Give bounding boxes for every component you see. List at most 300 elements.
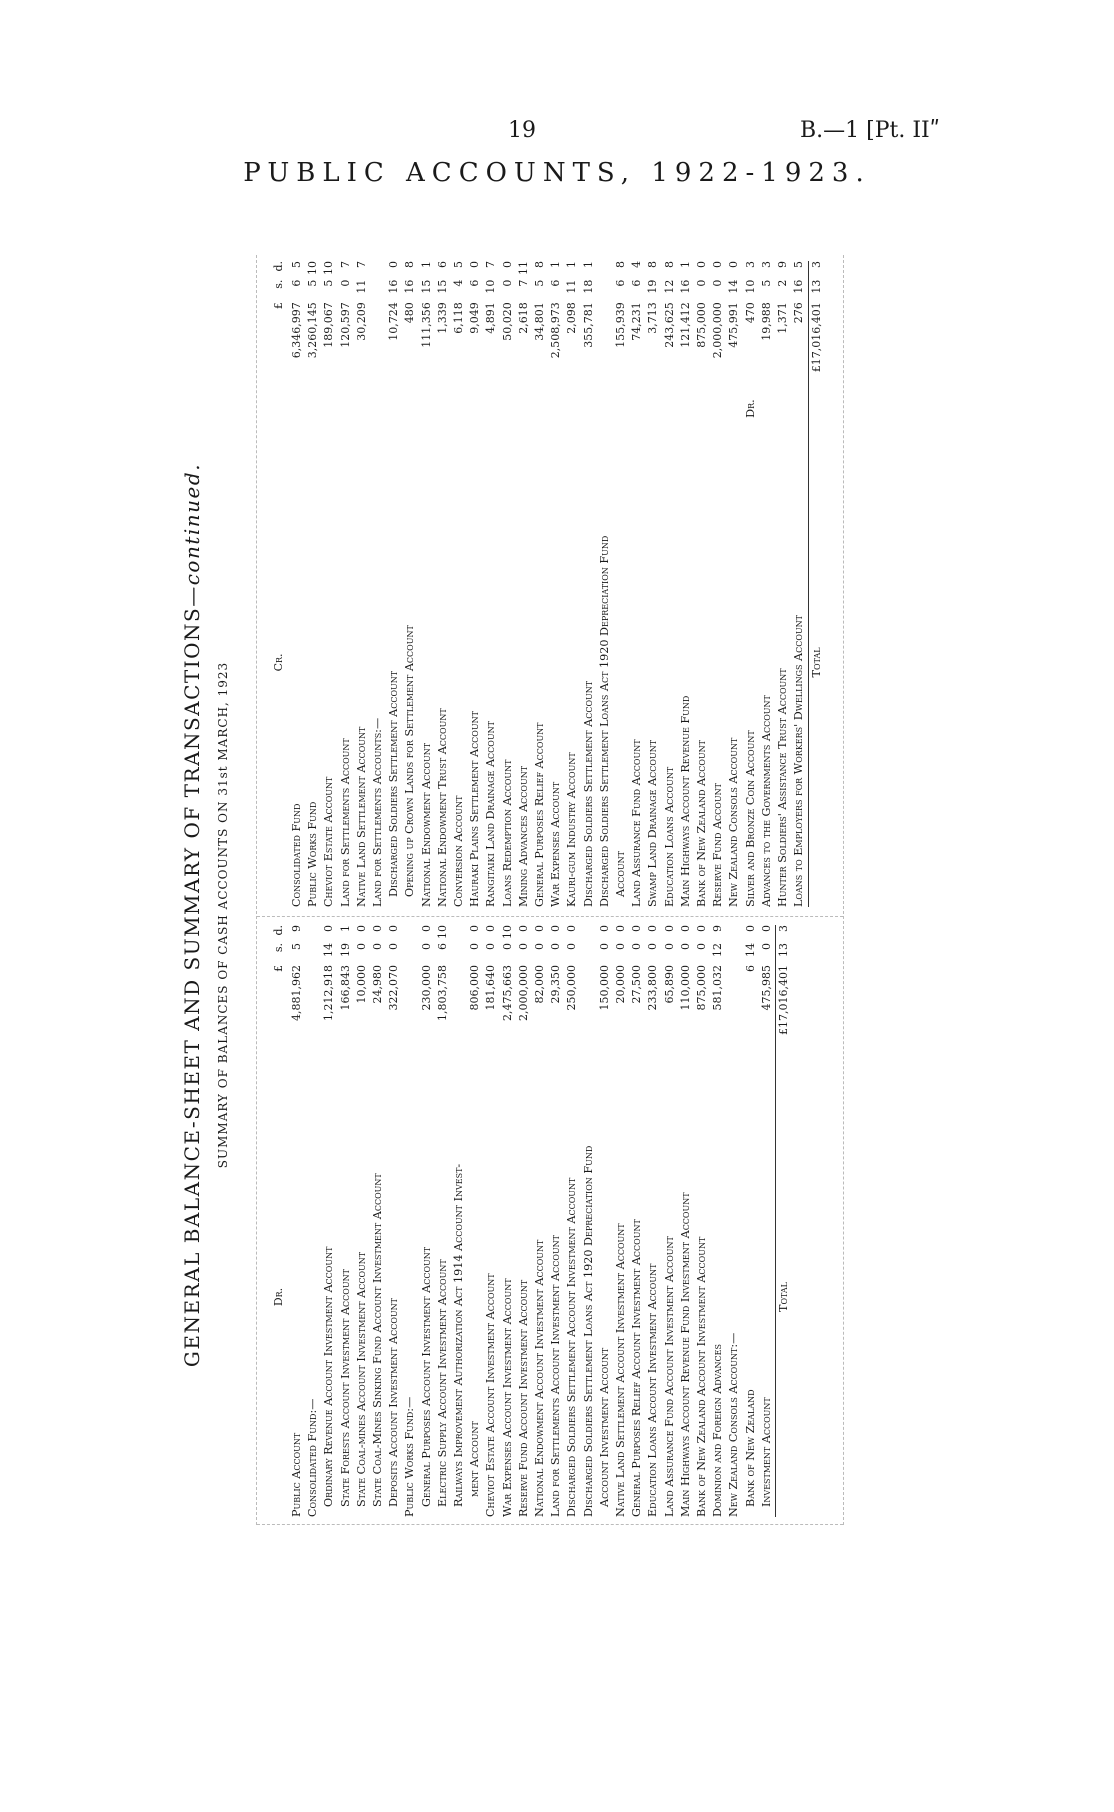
shillings-value: 0 [387,943,401,950]
pence-value: 11 [516,261,530,275]
shillings-value: 5 [533,279,547,287]
account-label: Hunter Soldiers' Assistance Trust Account [776,668,790,907]
pounds-value: 121,412 [678,302,692,348]
account-label: Bank of New Zealand Account Investment Account [695,1236,709,1517]
account-label: Main Highways Account Revenue Fund Investment Account [678,1192,692,1517]
pence-value: 0 [614,925,628,932]
shillings-value: 0 [678,943,692,950]
account-row [694,261,710,907]
account-label: Public Works Fund [306,801,320,907]
shillings-value: 15 [435,279,449,294]
shillings-value: 0 [597,943,611,950]
statement-subtitle: SUMMARY OF BALANCES OF CASH ACCOUNTS ON 31st MARCH, 1923 [216,661,230,1169]
pounds-value [597,302,613,395]
account-label: Discharged Soldiers Settlement Account [387,670,401,897]
pence-value: 0 [646,925,660,932]
pence-value: 8 [614,261,628,268]
account-row [483,261,499,907]
pounds-value: 2,618 [516,302,530,334]
pounds-value [726,965,742,1077]
pounds-value: 230,000 [419,965,433,1011]
account-row [678,925,694,1517]
shillings-value [370,280,386,303]
pounds-value: 10,724 [387,302,401,341]
account-row [726,925,742,1517]
balance-prefix [483,395,499,418]
account-label: State Coal-mines Account Investment Account [354,1251,368,1507]
shillings-value: 0 [565,943,579,950]
account-row [338,261,354,907]
balance-prefix [289,395,305,418]
account-row [305,261,321,907]
statement-title-continued: —continued. [180,462,204,607]
account-row [564,925,580,1517]
account-label: Swamp Land Drainage Account [646,739,660,907]
shillings-value: 0 [500,279,514,287]
balance-prefix [564,395,580,418]
shillings-value: 4 [452,279,466,287]
account-label: Kauri-gum Industry Account [565,752,579,907]
pound-sign: £ [272,965,285,972]
pounds-value: 3,260,145 [306,302,320,359]
debit-column-label: Dr. [272,1287,285,1307]
shillings-value: 0 [484,943,498,950]
account-row [451,925,467,1517]
balance-prefix [678,395,694,418]
pounds-value: 2,475,663 [500,965,514,1021]
pounds-value: 82,000 [533,965,547,1004]
account-row [645,925,661,1517]
account-label: Railways Improvement Authorization Act 1914 Account Invest- [452,1163,466,1507]
shillings-value: 11 [354,279,368,294]
pence-value [726,925,742,943]
balance-prefix [581,395,597,418]
pounds-value: 3,713 [646,302,660,334]
pence-value: 0 [500,261,514,268]
pence-value: 9 [711,925,725,932]
pence-value: 0 [354,925,368,932]
account-label: Bank of New Zealand [743,1389,757,1507]
pounds-value: 20,000 [614,965,628,1004]
shillings-value: 0 [516,943,530,950]
shillings-value: 0 [711,279,725,287]
pence-value: 1 [549,261,563,268]
account-row [386,261,402,907]
shilling-sign: s. [272,943,285,953]
balance-prefix [597,395,613,418]
account-row [775,261,791,907]
account-label: General Purposes Account Investment Account [419,1246,433,1507]
pence-value: 0 [662,925,676,932]
balance-prefix [338,395,354,418]
account-row [759,925,776,1517]
pence-value: 3 [743,261,757,268]
account-label: State Forests Account Investment Account [338,1269,352,1507]
pounds-value: 2,000,000 [516,965,530,1021]
account-row [435,925,451,1517]
pounds-value: 1,339 [435,302,449,334]
pence-value: 0 [322,925,336,932]
account-label: Advances to the Governments Account [759,695,773,907]
pence-value: 8 [533,261,547,268]
account-row [354,261,370,907]
pence-value: 1 [419,261,433,268]
center-divider [257,915,843,917]
pence-value: 7 [484,261,498,268]
shillings-value: 0 [630,943,644,950]
balance-prefix [694,395,710,418]
account-label: Investment Account [759,1397,773,1507]
pence-sign: d. [272,925,285,936]
pence-value: 0 [387,261,401,268]
pence-value: 8 [662,261,676,268]
account-row [726,261,742,907]
account-row [500,261,516,907]
pence-value: 1 [565,261,579,268]
pence-value [305,925,321,943]
account-label: New Zealand Consols Account:— [727,1332,741,1517]
account-row [662,925,678,1517]
pence-value: 5 [452,261,466,268]
pounds-value [305,965,321,1077]
account-row [581,925,597,1517]
pence-value: 0 [711,261,725,268]
account-label: Discharged Soldiers Settlement Loans Act 1920 Depreciation Fund [581,1145,595,1517]
shillings-value: 12 [662,279,676,294]
account-row [613,925,629,1517]
credit-prefix-header [271,395,289,418]
account-row [581,261,597,907]
pence-value: 9 [776,261,790,268]
pence-value: 10 [306,261,320,275]
account-row [419,261,435,907]
account-row [629,925,645,1517]
account-row [532,261,548,907]
account-row [451,261,467,907]
pounds-value: 74,231 [630,302,644,341]
pence-value: 1 [678,261,692,268]
shillings-value: 7 [516,279,530,287]
account-label: Main Highways Account Revenue Fund [678,695,692,907]
pounds-value [402,965,418,1077]
pence-value: 0 [678,925,692,932]
total-pounds: £17,016,401 [808,302,832,395]
account-row [710,925,726,1517]
rotated-statement [180,245,850,1585]
shillings-value: 6 [468,279,482,287]
account-row [516,925,532,1517]
shillings-value: 14 [322,943,336,957]
balance-prefix [613,395,629,418]
shillings-value: 6 [290,279,303,287]
shillings-value: 19 [646,279,660,294]
pence-value: 0 [727,261,741,268]
shillings-value: 12 [711,943,725,957]
pence-value: 0 [743,925,757,932]
balance-prefix [532,395,548,418]
account-label: Native Land Settlement Account [354,726,368,907]
account-label: Rangitaiki Land Drainage Account [484,721,498,907]
shillings-value: 6 [549,279,563,287]
pence-value: 0 [630,925,644,932]
pounds-value: 65,890 [662,965,676,1004]
balance-prefix [759,395,775,418]
pounds-value: 1,212,918 [322,965,336,1021]
balance-prefix [305,395,321,418]
pounds-value: 806,000 [468,965,482,1011]
credit-header-row [271,261,289,907]
account-label: Land Assurance Fund Account [630,739,644,907]
publication-title: PUBLIC ACCOUNTS, 1922-1923. [243,158,871,188]
account-label: Public Account [290,1432,303,1517]
balance-prefix [710,395,726,418]
account-row [467,925,483,1517]
shillings-value: 16 [678,279,692,294]
pence-value: 0 [597,925,611,932]
pounds-value: 6,118 [452,302,466,334]
balance-prefix [435,395,451,418]
account-label: Discharged Soldiers Settlement Account [581,680,595,907]
account-label: National Endowment Account [419,742,433,907]
pence-value [597,261,613,280]
pounds-value: 166,843 [338,965,352,1011]
pence-value: 0 [695,925,709,932]
pounds-value: 9,049 [468,302,482,334]
shillings-value: 6 [614,279,628,287]
balance-prefix [791,395,808,418]
account-label: ment Account [468,1421,482,1497]
account-label: Consolidated Fund [290,803,303,907]
account-row [710,261,726,907]
statement-title [180,245,204,1585]
pounds-value: 875,000 [695,302,709,348]
pounds-value: 475,991 [727,302,741,348]
balance-prefix [516,395,532,418]
account-row [629,261,645,907]
frame-left-rule [257,1523,843,1525]
shillings-value: 0 [549,943,563,950]
shillings-value: 0 [695,279,709,287]
balance-prefix: Dr. [743,399,757,418]
pounds-value [370,302,386,395]
balance-prefix [370,395,386,418]
pence-value: 0 [468,925,482,932]
pence-value: 4 [630,261,644,268]
account-label: Electric Supply Account Investment Account [435,1259,449,1507]
balance-prefix [467,395,483,418]
total-pence: 3 [808,261,832,280]
balance-prefix [354,395,370,418]
account-label: Discharged Soldiers Settlement Loans Act 1920 Depreciation Fund [597,535,611,907]
shillings-value: 0 [468,943,482,950]
account-label: Conversion Account [452,795,466,907]
pounds-value: 6 [743,965,757,972]
pence-value [370,261,386,280]
account-row [597,925,613,1517]
shillings-value: 10 [484,279,498,294]
account-row [759,261,775,907]
pence-value: 8 [646,261,660,268]
account-row [370,925,386,1517]
pence-value: 0 [468,261,482,268]
pounds-value: 2,098 [565,302,579,334]
pound-sign: £ [272,302,285,310]
pence-value: 6 [435,261,449,268]
account-row [548,261,564,907]
shillings-value [597,280,613,303]
total-pence: 3 [776,925,800,943]
shillings-value: 6 [630,279,644,287]
pence-value: 1 [581,261,595,268]
total-prefix [808,395,832,418]
pence-value: 0 [533,925,547,932]
account-row [645,261,661,907]
pence-value: 10 [500,925,514,939]
pence-value: 0 [387,925,401,932]
account-row [435,261,451,907]
account-row [662,261,678,907]
balance-prefix [419,395,435,418]
account-row [516,261,532,907]
shillings-value: 14 [743,943,757,957]
account-label: General Purposes Relief Account Investment Account [630,1219,644,1517]
pounds-value: 2,508,973 [549,302,563,359]
shillings-value: 14 [727,279,741,294]
account-label: Public Works Fund:— [403,1396,417,1517]
pence-value: 1 [338,925,352,932]
pounds-value [451,965,467,1077]
balance-prefix [386,395,402,418]
account-row [743,925,759,1517]
shillings-value: 0 [646,943,660,950]
shillings-value: 5 [759,279,773,287]
balance-prefix [645,395,661,418]
pounds-value: 4,891 [484,302,498,334]
pounds-value: 150,000 [597,965,611,1011]
pence-value [581,925,597,943]
pounds-value: 27,500 [630,965,644,1004]
pounds-value: 155,939 [614,302,628,348]
balance-prefix [402,395,418,418]
account-label: Discharged Soldiers Settlement Account Investment Account [565,1177,579,1517]
debit-header-row [271,925,289,1517]
statement-title-main: GENERAL BALANCE-SHEET AND SUMMARY OF TRANSACTIONS [180,606,204,1368]
shillings-value: 15 [419,279,433,294]
account-row [354,925,370,1517]
account-label: Land Assurance Fund Account Investment Account [662,1236,676,1517]
pounds-value: 233,800 [646,965,660,1011]
account-row [500,925,516,1517]
shillings-value [305,943,321,965]
shillings-value: 0 [662,943,676,950]
pounds-value: 581,032 [711,965,725,1011]
pounds-value: 24,980 [371,965,385,1004]
account-row [613,261,629,907]
pounds-value: 1,803,758 [435,965,449,1021]
account-row [305,925,321,1517]
shillings-value: 0 [419,943,433,950]
accounts-frame [256,255,844,1525]
pounds-value: 243,625 [662,302,676,348]
pence-value: 9 [290,925,303,932]
account-row [289,261,305,907]
total-row [776,925,800,1517]
total-label: Total [808,418,832,907]
shillings-value [451,943,467,965]
shillings-value: 0 [338,279,352,287]
account-row [370,261,386,907]
account-label: Silver and Bronze Coin Account [743,730,757,907]
pence-value: 5 [290,261,303,268]
pounds-value: 276 [792,302,806,324]
shillings-value [402,943,418,965]
account-label: New Zealand Consols Account [727,737,741,907]
pounds-value: 181,640 [484,965,498,1011]
account-row [678,261,694,907]
shillings-value: 0 [533,943,547,950]
shillings-value: 6 [435,943,449,950]
shillings-value: 11 [565,279,579,294]
account-label: Land for Settlements Accounts:— [371,717,385,907]
account-label: Account [614,851,628,897]
account-label: Cheviot Estate Account [322,776,336,907]
account-row [419,925,435,1517]
account-label: Loans to Employers for Workers' Dwellings Account [792,615,806,907]
balance-prefix [662,395,678,418]
balance-prefix [321,395,337,418]
account-label: Reserve Fund Account [711,783,725,907]
pounds-value: 111,356 [419,302,433,348]
account-label: War Expenses Account Investment Account [500,1278,514,1517]
shillings-value: 2 [776,279,790,287]
pence-value: 0 [549,925,563,932]
balance-prefix [500,395,516,418]
shillings-value: 0 [759,943,773,950]
shillings-value: 10 [743,279,757,294]
total-pounds: £17,016,401 [776,965,800,1077]
shillings-value: 0 [614,943,628,950]
pounds-value: 1,371 [776,302,790,334]
balance-prefix [548,395,564,418]
pence-value: 10 [435,925,449,939]
account-row [548,925,564,1517]
account-row [597,261,613,907]
page-number: 19 [508,118,536,143]
pence-value: 0 [371,925,385,932]
credit-column-label: Cr. [272,653,285,672]
pounds-value: 480 [403,302,417,324]
pounds-value: 322,070 [387,965,401,1011]
document-reference: B.—1 [Pt. IIʺ [800,118,940,143]
pence-value: 0 [695,261,709,268]
pounds-value: 10,000 [354,965,368,1004]
account-label: Hauraki Plains Settlement Account [468,711,482,907]
pence-value: 7 [338,261,352,268]
pounds-value: 120,597 [338,302,352,348]
shillings-value: 18 [581,279,595,294]
shillings-value [726,943,742,965]
account-row [564,261,580,907]
account-label: Bank of New Zealand Account [695,739,709,907]
pence-sign: d. [272,261,285,272]
account-label: Cheviot Estate Account Investment Account [484,1273,498,1517]
pounds-value: 30,209 [354,302,368,341]
pounds-value: 4,881,962 [290,965,303,1021]
account-label: Opening up Crown Lands for Settlement Account [403,625,417,897]
pounds-value: 19,988 [759,302,773,341]
pence-value: 7 [354,261,368,268]
account-row [321,261,337,907]
